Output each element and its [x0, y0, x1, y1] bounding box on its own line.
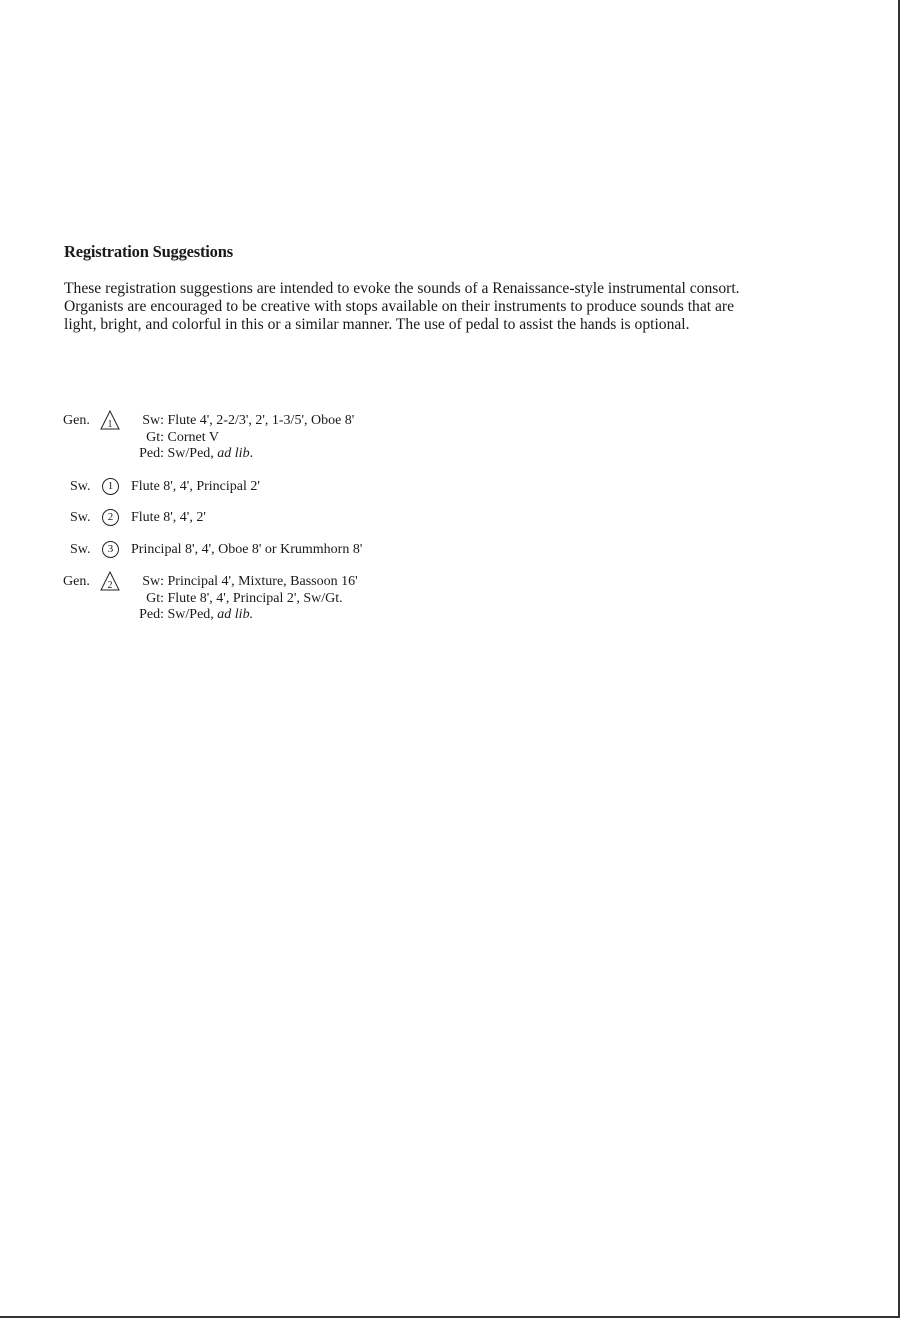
intro-paragraph: [64, 280, 864, 334]
registration-stops: [130, 574, 358, 624]
stop-line-pedal: Ped: Sw/Ped, ad lib.: [139, 607, 254, 622]
stop-line-great: Gt: Cornet V: [146, 429, 219, 445]
registration-label: Gen.: [63, 574, 90, 589]
registration-stops: [130, 413, 354, 463]
registration-label: Sw.: [70, 510, 91, 525]
registration-label: Gen.: [63, 413, 90, 428]
stop-line: Flute 8', 4', Principal 2': [131, 479, 260, 494]
general-piston-number: 2: [107, 580, 113, 591]
stop-line-great: Gt: Flute 8', 4', Principal 2', Sw/Gt.: [146, 590, 343, 606]
registration-stops: [131, 542, 362, 559]
section-heading: Registration Suggestions: [64, 242, 233, 261]
general-piston-number: 1: [107, 419, 113, 430]
stop-line-swell: Sw: Flute 4', 2-2/3', 2', 1-3/5', Oboe 8': [142, 413, 355, 428]
general-piston-2-icon: [99, 570, 121, 592]
stop-line-pedal: Ped: Sw/Ped, ad lib.: [139, 446, 254, 461]
general-piston-1-icon: [99, 409, 121, 431]
intro-line: These registration suggestions are intended to evoke the sounds of a Renaissance-style instrumental consort.: [64, 280, 740, 297]
stop-line: Principal 8', 4', Oboe 8' or Krummhorn 8': [131, 542, 363, 557]
stop-line: Flute 8', 4', 2': [131, 510, 206, 525]
registration-stops: [131, 510, 206, 527]
swell-piston-3-icon: 3: [102, 541, 119, 558]
swell-piston-2-icon: 2: [102, 509, 119, 526]
stop-line-swell: Sw: Principal 4', Mixture, Bassoon 16': [142, 574, 358, 589]
registration-stops: [131, 479, 260, 496]
intro-line: Organists are encouraged to be creative with stops available on their instruments to produce sounds that are: [64, 298, 735, 315]
intro-line: light, bright, and colorful in this or a similar manner. The use of pedal to assist the hands is optional.: [64, 316, 690, 333]
registration-label: Sw.: [70, 479, 91, 494]
swell-piston-1-icon: 1: [102, 478, 119, 495]
registration-label: Sw.: [70, 542, 91, 557]
